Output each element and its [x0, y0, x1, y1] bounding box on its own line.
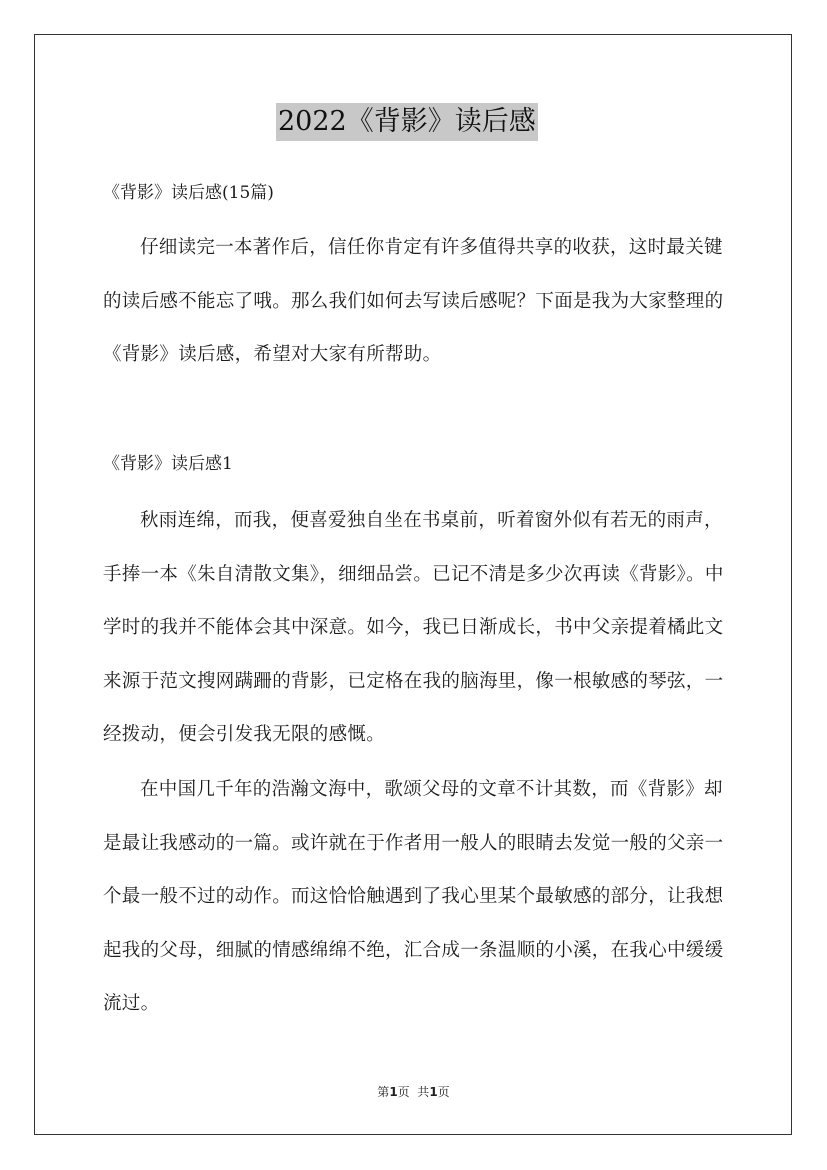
- page-suffix: 页: [437, 1085, 450, 1099]
- page-total: 1: [429, 1085, 438, 1099]
- page-mid: 页 共: [397, 1085, 430, 1099]
- page-current: 1: [389, 1085, 398, 1099]
- body-paragraph-1: 秋雨连绵，而我，便喜爱独自坐在书桌前，听着窗外似有若无的雨声，手捧一本《朱自清散文集》，细细品尝。已记不清是多少次再读《背影》。中学时的我并不能体会其中深意。如今，我已日渐成长，书中父亲提着橘此文来源于范文搜网蹒跚的背影，已定格在我的脑海里，像一根敏感的琴弦，一经拨动，便会引发我无限的感慨。: [103, 510, 724, 746]
- intro-paragraph: 仔细读完一本著作后，信任你肯定有许多值得共享的收获，这时最关键的读后感不能忘了哦。那么我们如何去写读后感呢？下面是我为大家整理的《背影》读后感，希望对大家有所帮助。: [103, 237, 724, 366]
- page-prefix: 第: [377, 1085, 390, 1099]
- page-footer: [0, 1083, 827, 1100]
- body-paragraph-2: 在中国几千年的浩瀚文海中，歌颂父母的文章不计其数，而《背影》却是最让我感动的一篇。或许就在于作者用一般人的眼睛去发觉一般的父亲一个最一般不过的动作。而这恰恰触遇到了我心里某个最敏感的部分，让我想起我的父母，细腻的情感绵绵不绝，汇合成一条温顺的小溪，在我心中缓缓流过。: [103, 779, 724, 1015]
- document-subtitle: 《背影》读后感(15篇): [103, 183, 274, 203]
- document-title: 2022《背影》读后感: [276, 103, 538, 141]
- section-heading: 《背影》读后感1: [103, 454, 233, 474]
